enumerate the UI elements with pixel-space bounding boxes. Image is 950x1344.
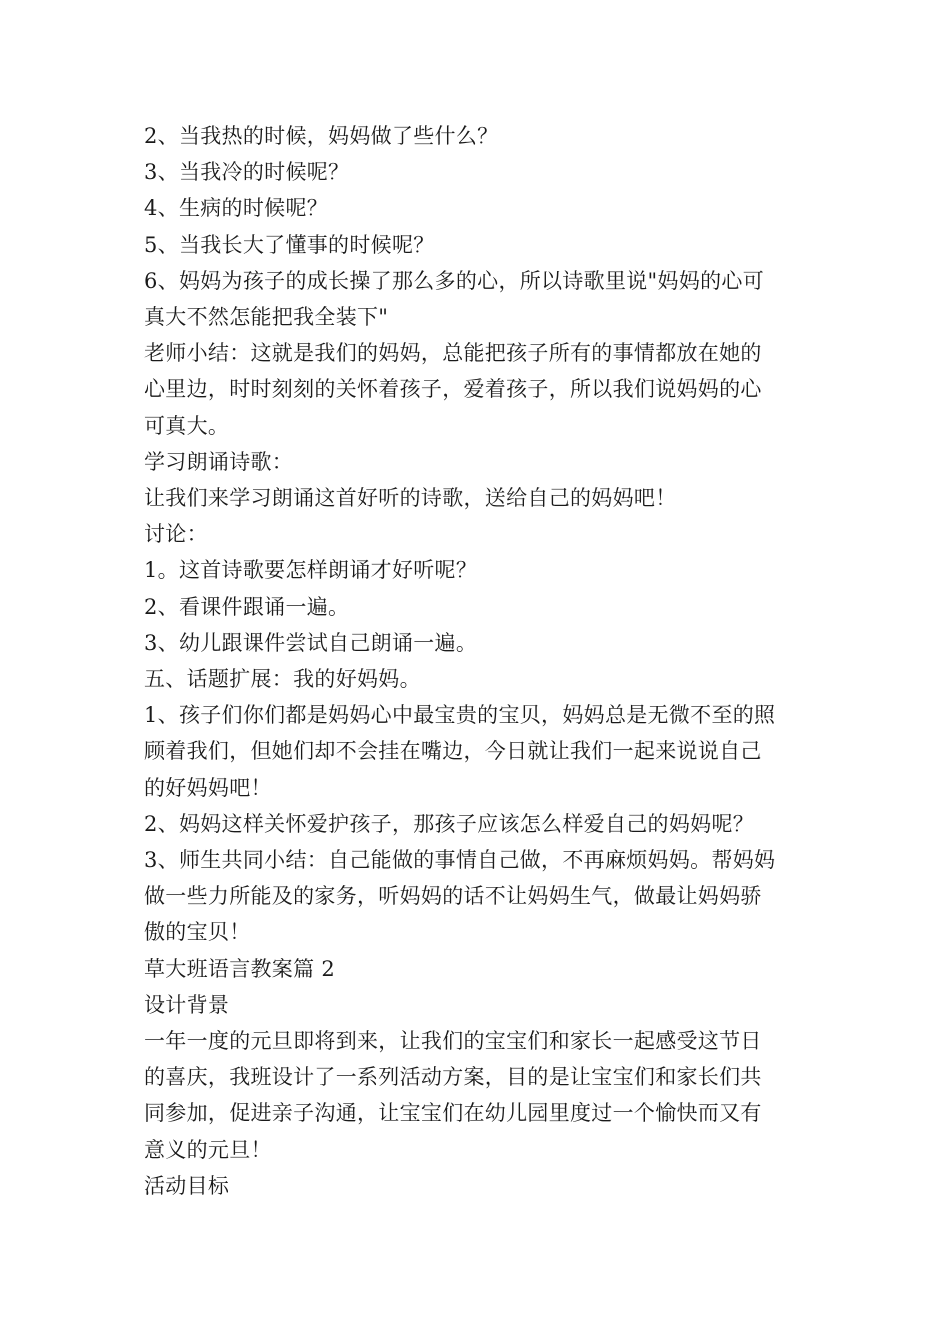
text-line: 3、当我冷的时候呢？	[144, 160, 350, 185]
text-line: 的喜庆，我班设计了一系列活动方案，目的是让宝宝们和家长们共	[144, 1065, 762, 1090]
section-title: 草大班语言教案篇 2	[144, 956, 336, 981]
section-heading: 活动目标	[144, 1173, 230, 1198]
text-line: 的好妈妈吧！	[144, 775, 272, 800]
text-line: 3、幼儿跟课件尝试自己朗诵一遍。	[144, 630, 478, 655]
text-line: 顾着我们，但她们却不会挂在嘴边，今日就让我们一起来说说自己	[144, 739, 762, 764]
text-line: 1。这首诗歌要怎样朗诵才好听呢？	[144, 558, 478, 583]
section-heading: 学习朗诵诗歌：	[144, 449, 294, 474]
text-line: 2、看课件跟诵一遍。	[144, 594, 350, 619]
text-line: 意义的元旦！	[144, 1137, 272, 1162]
text-line: 4、生病的时候呢？	[144, 196, 329, 221]
text-line: 可真大。	[144, 413, 230, 438]
document-body	[144, 118, 814, 1204]
text-line: 同参加，促进亲子沟通，让宝宝们在幼儿园里度过一个愉快而又有	[144, 1101, 762, 1126]
text-line: 一年一度的元旦即将到来，让我们的宝宝们和家长一起感受这节日	[144, 1029, 762, 1054]
text-line: 做一些力所能及的家务，听妈妈的话不让妈妈生气，做最让妈妈骄	[144, 884, 762, 909]
section-heading: 设计背景	[144, 992, 230, 1017]
text-line: 5、当我长大了懂事的时候呢？	[144, 232, 435, 257]
text-line: 老师小结：这就是我们的妈妈，总能把孩子所有的事情都放在她的	[144, 341, 762, 366]
text-line: 1、孩子们你们都是妈妈心中最宝贵的宝贝，妈妈总是无微不至的照	[144, 703, 776, 728]
text-line: 让我们来学习朗诵这首好听的诗歌，送给自己的妈妈吧！	[144, 486, 677, 511]
text-line: 3、师生共同小结：自己能做的事情自己做，不再麻烦妈妈。帮妈妈	[144, 848, 776, 873]
text-line: 2、妈妈这样关怀爱护孩子，那孩子应该怎么样爱自己的妈妈呢？	[144, 811, 755, 836]
section-heading: 五、话题扩展：我的好妈妈。	[144, 667, 421, 692]
text-line: 心里边，时时刻刻的关怀着孩子，爱着孩子，所以我们说妈妈的心	[144, 377, 762, 402]
text-line: 真大不然怎能把我全装下"	[144, 305, 389, 330]
text-line: 2、当我热的时候，妈妈做了些什么？	[144, 124, 499, 148]
text-line: 6、妈妈为孩子的成长操了那么多的心，所以诗歌里说"妈妈的心可	[144, 268, 765, 293]
text-line: 傲的宝贝！	[144, 920, 251, 945]
section-heading: 讨论：	[144, 522, 208, 547]
